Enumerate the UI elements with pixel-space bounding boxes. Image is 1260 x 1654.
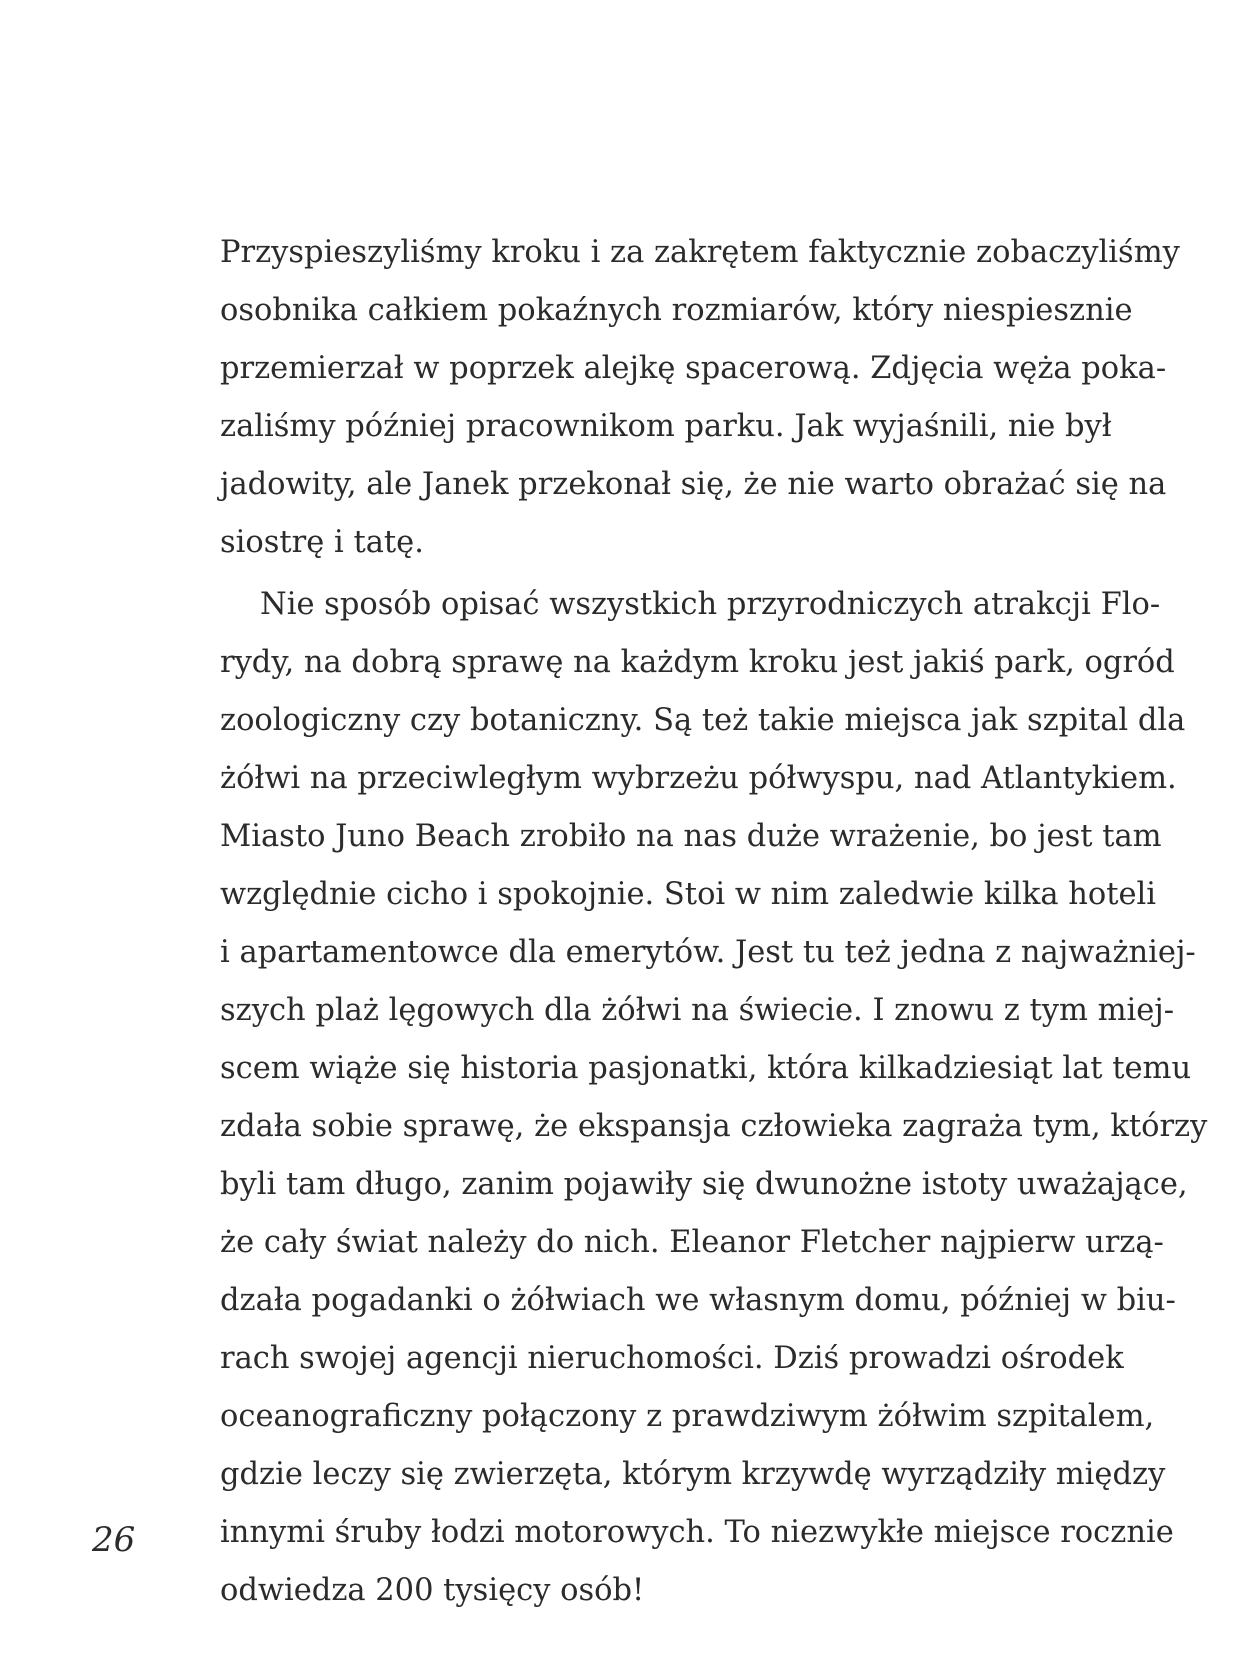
text-line: względnie cicho i spokojnie. Stoi w nim zaledwie kilka hoteli [220,877,1157,912]
text-line: i apartamentowce dla emerytów. Jest tu też jedna z najważniej- [220,935,1196,970]
text-line: zdała sobie sprawę, że ekspansja człowieka zagraża tym, którzy [220,1109,1208,1144]
paragraph-2 [220,576,1208,1620]
text-line: dzała pogadanki o żółwiach we własnym domu, później w biu- [220,1283,1176,1318]
text-line: siostrę i tatę. [220,525,424,560]
text-line: innymi śruby łodzi motorowych. To niezwykłe miejsce rocznie [220,1515,1174,1550]
text-line: osobnika całkiem pokaźnych rozmiarów, który niespiesznie [220,293,1133,328]
text-line: gdzie leczy się zwierzęta, którym krzywdę wyrządziły między [220,1457,1166,1492]
text-line: byli tam długo, zanim pojawiły się dwunożne istoty uważające, [220,1167,1188,1202]
text-line: oceanograficzny połączony z prawdziwym żółwim szpitalem, [220,1399,1155,1434]
text-line: rydy, na dobrą sprawę na każdym kroku jest jakiś park, ogród [220,645,1175,680]
text-line: rach swojej agencji nieruchomości. Dziś prowadzi ośrodek [220,1341,1124,1376]
text-line: zoologiczny czy botaniczny. Są też takie miejsca jak szpital dla [220,703,1186,738]
text-line: Przyspieszyliśmy kroku i za zakrętem faktycznie zobaczyliśmy [220,235,1180,270]
page-number: 26 [92,1520,136,1560]
text-line: szych plaż lęgowych dla żółwi na świecie. I znowu z tym miej- [220,993,1175,1028]
text-line: zaliśmy później pracownikom parku. Jak wyjaśnili, nie był [220,409,1112,444]
text-line: scem wiąże się historia pasjonatki, która kilkadziesiąt lat temu [220,1051,1192,1086]
text-line: Miasto Juno Beach zrobiło na nas duże wrażenie, bo jest tam [220,819,1162,854]
body-text [220,224,1208,1620]
text-line: Nie sposób opisać wszystkich przyrodniczych atrakcji Flo- [260,587,1161,622]
text-line: odwiedza 200 tysięcy osób! [220,1573,645,1608]
text-line: jadowity, ale Janek przekonał się, że nie warto obrażać się na [220,467,1167,502]
text-line: że cały świat należy do nich. Eleanor Fletcher najpierw urzą- [220,1225,1164,1260]
text-line: przemierzał w poprzek alejkę spacerową. Zdjęcia węża poka- [220,351,1167,386]
text-line: żółwi na przeciwległym wybrzeżu półwyspu, nad Atlantykiem. [220,761,1177,796]
paragraph-1 [220,224,1180,572]
